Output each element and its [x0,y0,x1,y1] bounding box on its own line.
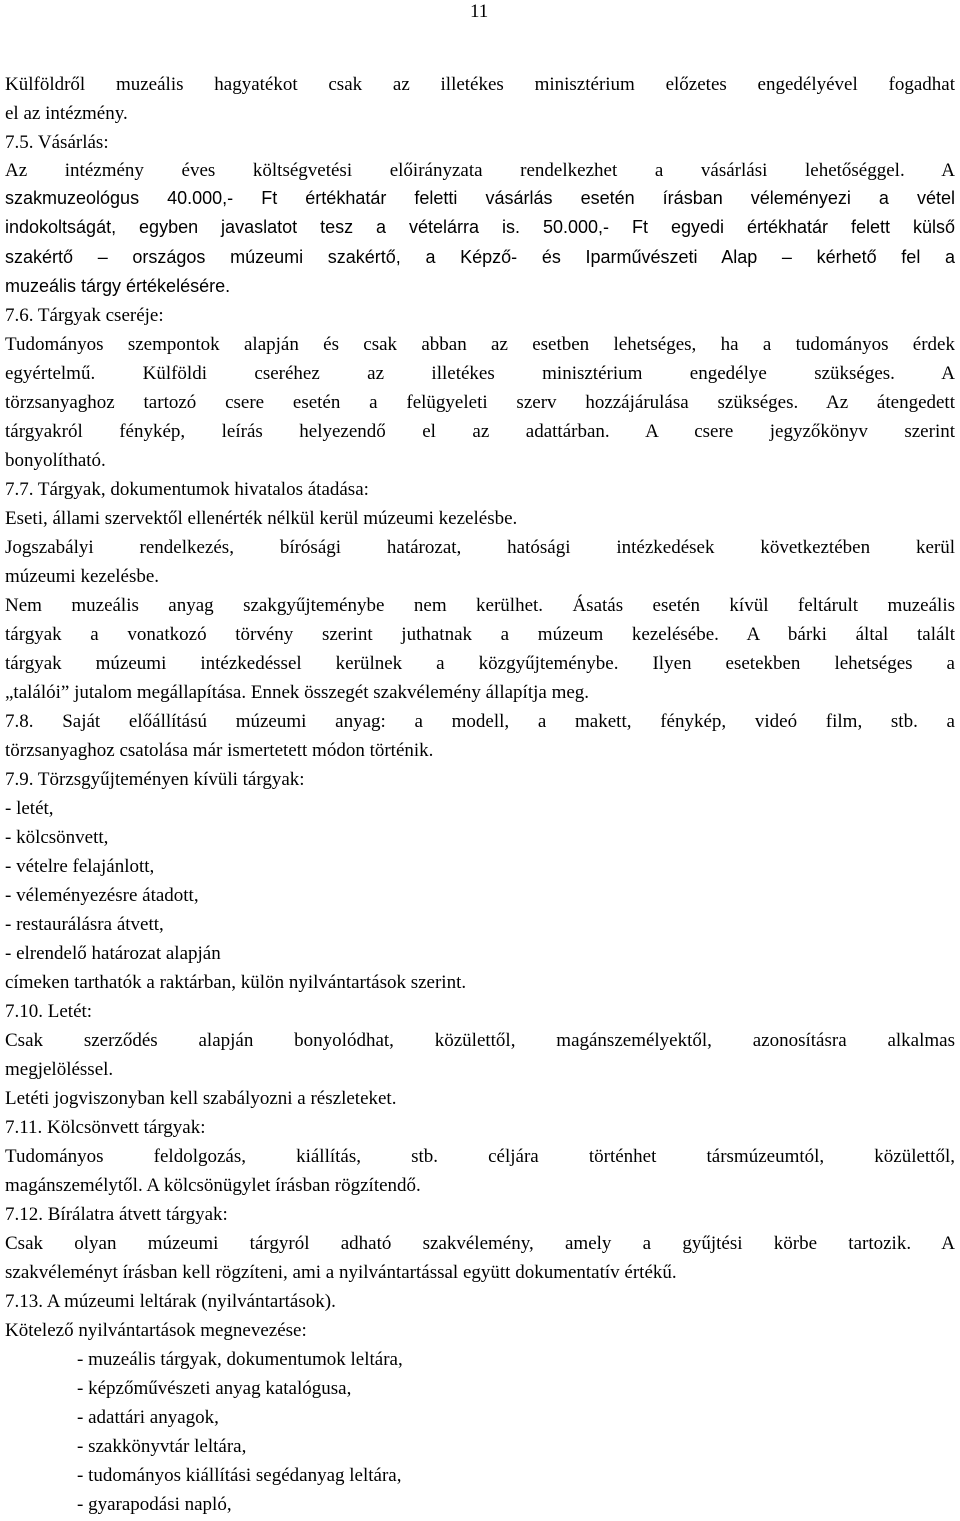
section-heading: 7.13. A múzeumi leltárak (nyilvántartások). [5,1291,336,1312]
text-line: múzeumi kezelésbe. [5,566,160,587]
text-line: szakértő – országos múzeumi szakértő, a Képző- és Iparművészeti Alap – kérhető fel a [5,247,955,267]
list-item: - szakkönyvtár leltára, [77,1436,247,1457]
section-heading: 7.11. Kölcsönvett tárgyak: [5,1117,206,1138]
section-heading: 7.6. Tárgyak cseréje: [5,305,164,326]
text-line: Az intézmény éves költségvetési előirányzata rendelkezhet a vásárlási lehetőséggel. A [5,160,955,181]
text-line: 7.8. Saját előállítású múzeumi anyag: a modell, a makett, fénykép, videó film, stb. a [5,711,955,732]
text-line: indokoltságát, egyben javaslatot tesz a vételárra is. 50.000,- Ft egyedi értékhatár felett külső [5,217,955,237]
text-line: „találói” jutalom megállapítása. Ennek összegét szakvélemény állapítja meg. [5,682,590,703]
text-line: megjelöléssel. [5,1059,114,1080]
text-line: bonyolítható. [5,450,106,471]
text-line: muzeális tárgy értékelésére. [5,276,231,296]
text-line: törzsanyaghoz tartozó csere esetén a felügyeleti szerv hozzájárulása szükséges. Az átengedett [5,392,955,413]
list-item: - kölcsönvett, [5,827,109,848]
list-item: - vételre felajánlott, [5,856,155,877]
text-line: Eseti, állami szervektől ellenérték nélkül kerül múzeumi kezelésbe. [5,508,518,529]
list-item: - gyarapodási napló, [77,1494,232,1515]
list-item: - restaurálásra átvett, [5,914,164,935]
list-item: - adattári anyagok, [77,1407,219,1428]
text-line: tárgyakról fénykép, leírás helyezendő el az adattárban. A csere jegyzőkönyv szerint [5,421,955,442]
text-line: Nem muzeális anyag szakgyűjteménybe nem kerülhet. Ásatás esetén kívül feltárult muzeális [5,595,955,616]
text-line: Csak olyan múzeumi tárgyról adható szakvélemény, amely a gyűjtési körbe tartozik. A [5,1233,955,1254]
text-line: egyértelmű. Külföldi cseréhez az illetékes minisztérium engedélye szükséges. A [5,363,955,384]
text-line: magánszemélytől. A kölcsönügylet írásban rögzítendő. [5,1175,421,1196]
section-heading: 7.12. Bírálatra átvett tárgyak: [5,1204,228,1225]
list-item: - elrendelő határozat alapján [5,943,221,964]
list-item: - letét, [5,798,54,819]
text-line: Jogszabályi rendelkezés, bírósági határozat, hatósági intézkedések következtében kerül [5,537,955,558]
text-line: el az intézmény. [5,103,128,124]
section-heading: 7.10. Letét: [5,1001,93,1022]
text-line: címeken tarthatók a raktárban, külön nyilvántartások szerint. [5,972,467,993]
section-heading: 7.9. Törzsgyűjteményen kívüli tárgyak: [5,769,305,790]
text-line: Kötelező nyilvántartások megnevezése: [5,1320,307,1341]
text-line: tárgyak múzeumi intézkedéssel kerülnek a közgyűjteménybe. Ilyen esetekben lehetséges a [5,653,955,674]
text-line: Tudományos szempontok alapján és csak abban az esetben lehetséges, ha a tudományos érdek [5,334,955,355]
list-item: - véleményezésre átadott, [5,885,199,906]
list-item: - képzőművészeti anyag katalógusa, [77,1378,352,1399]
text-line: Tudományos feldolgozás, kiállítás, stb. céljára történhet társmúzeumtól, közülettől, [5,1146,955,1167]
text-line: Letéti jogviszonyban kell szabályozni a részleteket. [5,1088,397,1109]
list-item: - tudományos kiállítási segédanyag leltára, [77,1465,402,1486]
text-line: törzsanyaghoz csatolása már ismertetett módon történik. [5,740,434,761]
section-heading: 7.7. Tárgyak, dokumentumok hivatalos átadása: [5,479,369,500]
text-line: tárgyak a vonatkozó törvény szerint juthatnak a múzeum kezelésébe. A bárki által talált [5,624,955,645]
text-line: Külföldről muzeális hagyatékot csak az illetékes minisztérium előzetes engedélyével fogadhat [5,74,955,95]
text-line: szakvéleményt írásban kell rögzíteni, ami a nyilvántartással együtt dokumentatív értékű. [5,1262,677,1283]
text-line: szakmuzeológus 40.000,- Ft értékhatár feletti vásárlás esetén írásban véleményezi a vétel [5,188,955,208]
page-number: 11 [470,1,489,22]
list-item: - muzeális tárgyak, dokumentumok leltára, [77,1349,403,1370]
section-heading: 7.5. Vásárlás: [5,132,109,153]
text-line: Csak szerződés alapján bonyolódhat, közülettől, magánszemélyektől, azonosításra alkalmas [5,1030,955,1051]
